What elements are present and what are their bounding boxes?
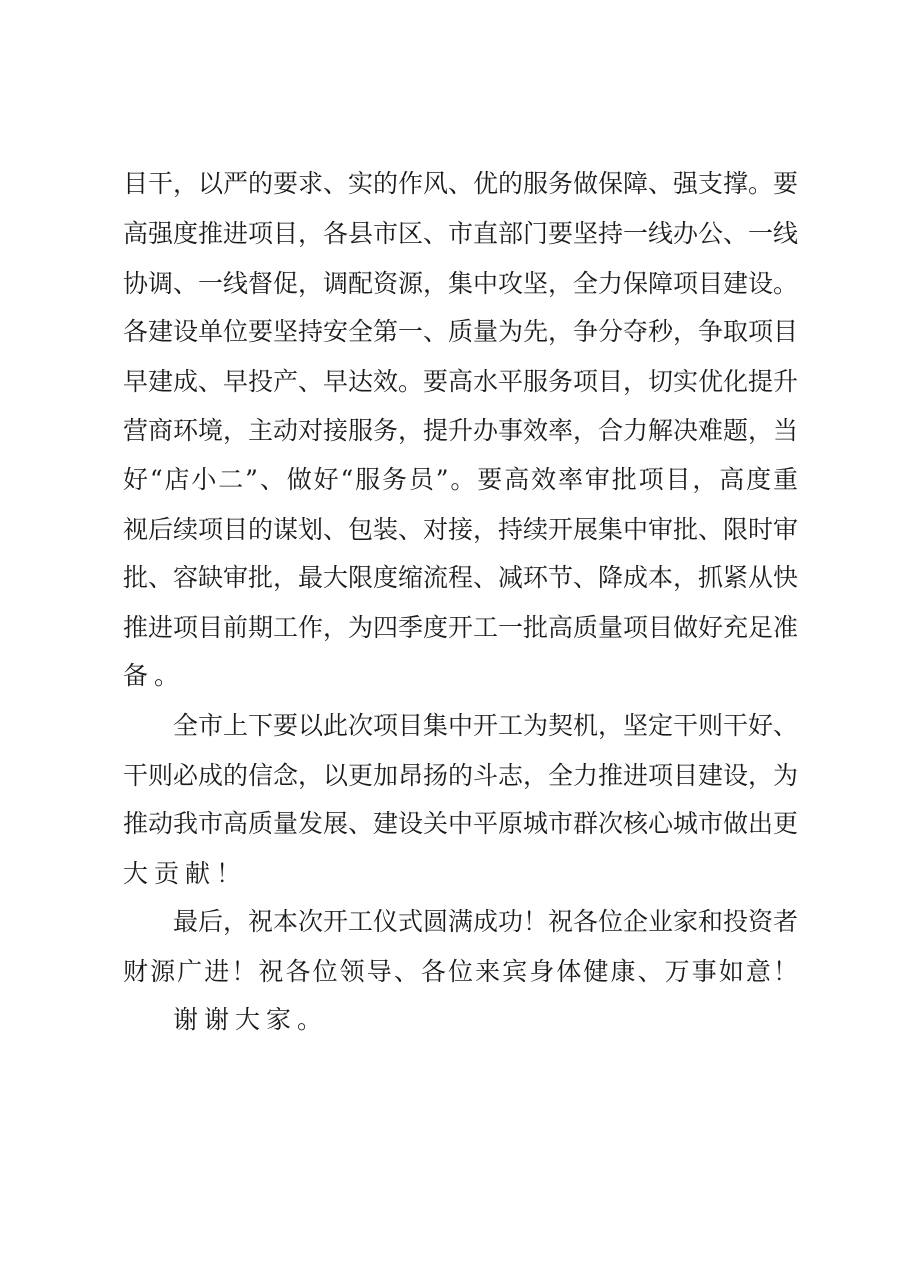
text-line: 财源广进！祝各位领导、各位来宾身体健康、万事如意！	[123, 957, 798, 986]
text-line: 目干，以严的要求、实的作风、优的服务做保障、强支撑。要	[123, 169, 799, 198]
text-line: 推动我市高质量发展、建设关中平原城市群次核心城市做出更	[123, 809, 799, 838]
text-line: 推进项目前期工作，为四季度开工一批高质量项目做好充足准	[123, 613, 799, 642]
paragraph-first-line: 全市上下要以此次项目集中开工为契机，坚定干则干好、	[173, 711, 799, 740]
text-line: 大贡献！	[123, 859, 248, 888]
paragraph-first-line: 最后，祝本次开工仪式圆满成功！祝各位企业家和投资者	[173, 907, 799, 936]
text-line: 备。	[123, 661, 186, 690]
text-line: 协调、一线督促，调配资源，集中攻坚，全力保障项目建设。	[123, 269, 799, 298]
text-line: 好“店小二”、做好“服务员”。要高效率审批项目，高度重	[123, 465, 798, 494]
text-line: 视后续项目的谋划、包装、对接，持续开展集中审批、限时审	[123, 515, 799, 544]
text-line: 干则必成的信念，以更加昂扬的斗志，全力推进项目建设，为	[123, 761, 799, 790]
text-line: 批、容缺审批，最大限度缩流程、减环节、降成本，抓紧从快	[123, 563, 799, 592]
text-line: 各建设单位要坚持安全第一、质量为先，争分夺秒，争取项目	[123, 317, 799, 346]
text-line: 营商环境，主动对接服务，提升办事效率，合力解决难题，当	[123, 416, 799, 445]
text-line: 早建成、早投产、早达效。要高水平服务项目，切实优化提升	[123, 367, 799, 396]
closing-line: 谢谢大家。	[173, 1005, 329, 1034]
text-line: 高强度推进项目，各县市区、市直部门要坚持一线办公、一线	[123, 219, 799, 248]
